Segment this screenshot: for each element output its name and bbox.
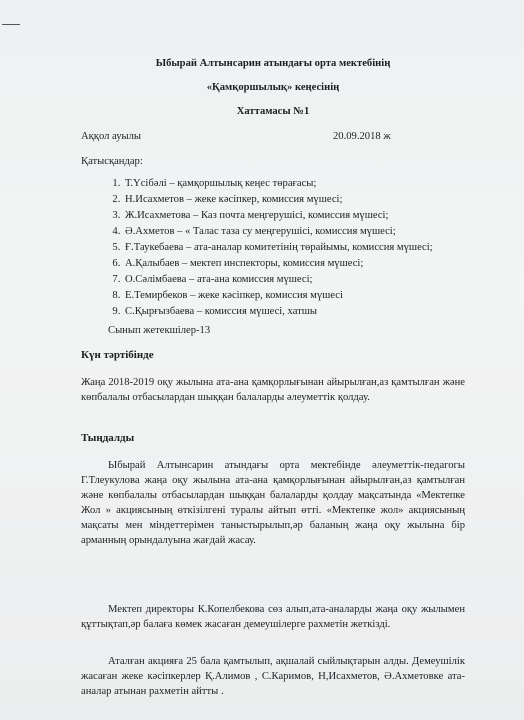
list-item: 1. Т.Үсібәлі – қамқоршылық кеңес төрағасы; — [123, 176, 465, 192]
agenda-heading: Күн тәртібінде — [81, 349, 154, 361]
list-item: 5. Ғ.Таукебаева – ата-аналар комитетінің төрайымы, комиссия мүшесі; — [123, 240, 465, 256]
teachers-count: Сынып жетекшілер-13 — [108, 325, 211, 336]
list-item: 2. Н.Исахметов – жеке кәсіпкер, комиссия мүшесі; — [123, 192, 465, 208]
members-list — [81, 176, 465, 320]
list-item: 6. А.Қалыбаев – мектеп инспекторы, комиссия мүшесі; — [123, 256, 465, 272]
paragraph: Мектеп директоры К.Копелбекова сөз алып,ата-аналарды жаңа оқу жылымен құттықтап,әр балаға көмек жасаған демеушілерге рахметін жеткізді. — [81, 604, 465, 630]
paragraph: Ыбырай Алтынсарин атындағы орта мектебінде әлеуметтік-педагогы Г.Тлеукулова жаңа оқу жылына ата-ана қамқорлығынан айырылған,аз қамтылған және көпбалалы отбасылардан шыққан балаларды қолдау мақсатында «Мектепке Жол » акциясының өткізілгені туралы айтып өтті. «Мектепке жол» акциясының мақсаты мен міндеттерімен таныстырылып,әр баланың жаңа оқу жылына бір арманның орындалуына жағдай жасау. — [81, 460, 465, 546]
place-date-row — [81, 129, 465, 144]
place: Аққол ауылы — [81, 131, 142, 142]
corner-mark — [2, 24, 20, 25]
agenda-text: Жаңа 2018-2019 оқу жылына ата-ана қамқорлығынан айырылған,аз қамтылған және көпбалалы отбасылардан шыққан балаларды әлеуметтік қолдау. — [81, 377, 465, 403]
paragraph: Аталған акцияға 25 бала қамтылып, ақшалай сыйлықтарын алды. Демеушілік жасаған жеке кәсіпкерлер Қ.Алимов , С.Каримов, Н,Исахметов, Ә.Ахметовке ата-аналар атынан рахметін айтты . — [81, 656, 465, 697]
title-school: Ыбырай Алтынсарин атындағы орта мектебінің — [155, 58, 391, 69]
list-item: 9. С.Қырғызбаева – комиссия мүшесі, хатшы — [123, 304, 465, 320]
date: 20.09.2018 ж — [333, 131, 391, 142]
list-item: 7. О.Сәлімбаева – ата-ана комиссия мүшесі; — [123, 272, 465, 288]
participants-label: Қатысқандар: — [81, 156, 143, 167]
list-item: 8. Е.Темирбеков – жеке кәсіпкер, комиссия мүшесі — [123, 288, 465, 304]
list-item: 3. Ж.Исахметова – Каз почта меңгерушісі, комиссия мүшесі; — [123, 208, 465, 224]
listened-heading: Тыңдалды — [81, 432, 135, 444]
list-item: 4. Ә.Ахметов – « Талас таза су меңгерушісі, комиссия мүшесі; — [123, 224, 465, 240]
title-protocol: Хаттамасы №1 — [236, 106, 310, 117]
title-council: «Қамқоршылық» кеңесінің — [206, 82, 340, 93]
